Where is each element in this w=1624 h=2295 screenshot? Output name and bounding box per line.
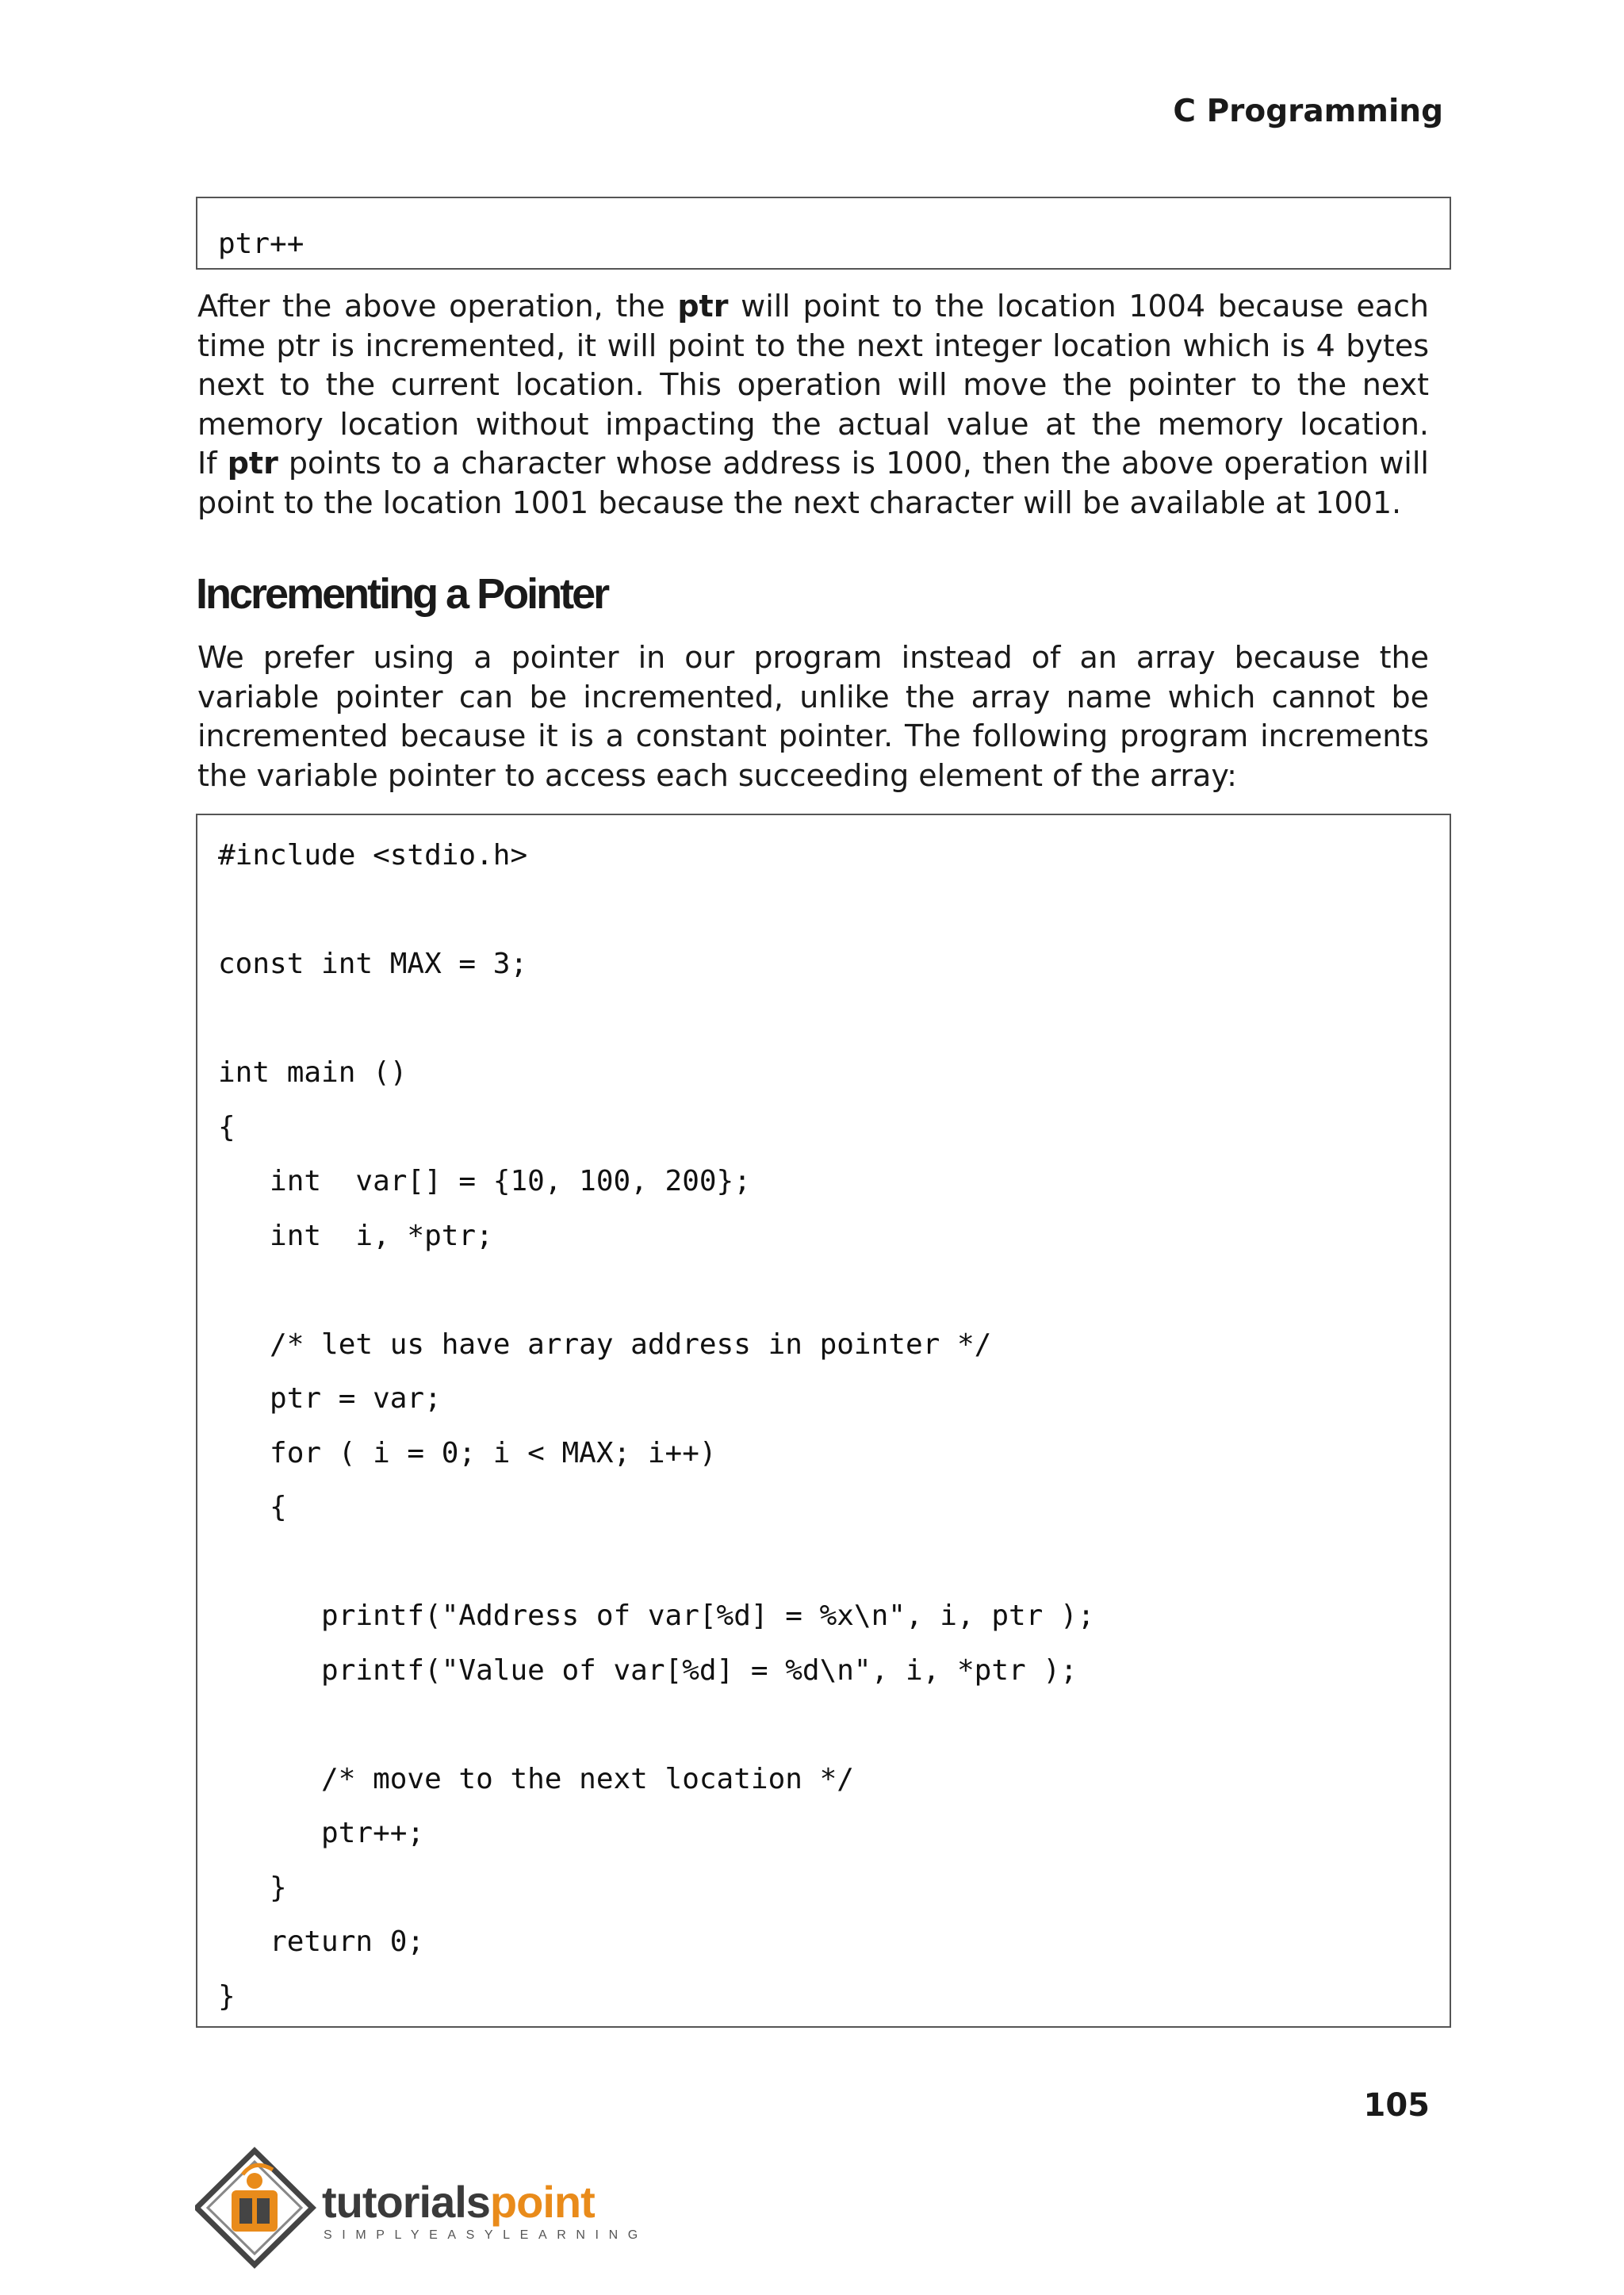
code-line: /* let us have array address in pointer */ [218, 1328, 992, 1361]
code-line: } [218, 1871, 287, 1904]
code-line [218, 1263, 1450, 1318]
code-line [218, 1535, 1450, 1590]
text-line: variable pointer can be incremented, unlike the array name which cannot be [197, 679, 1429, 715]
text-line: time ptr is incremented, it will point to the next integer location which is 4 bytes [197, 328, 1429, 363]
text-line: memory location without impacting the actual value at the memory location. [197, 406, 1429, 442]
code-line: /* move to the next location */ [218, 1762, 854, 1795]
code-line: { [218, 1110, 236, 1144]
code-line: ptr++ [218, 228, 304, 260]
code-line: ptr = var; [218, 1382, 442, 1415]
code-block-program [196, 814, 1451, 2028]
text-run: points to a character whose address is 1000, then the above operation will [278, 446, 1429, 481]
code-line: } [218, 1979, 236, 2013]
tutorialspoint-logo [195, 2143, 648, 2278]
code-line: for ( i = 0; i < MAX; i++) [218, 1436, 717, 1469]
logo-word-point: point [489, 2177, 595, 2227]
code-line [218, 992, 1450, 1047]
logo-wordmark [322, 2176, 595, 2228]
logo-word-tutorials: tutorials [322, 2177, 490, 2227]
code-line: printf("Value of var[%d] = %d\n", i, *ptr ); [218, 1653, 1078, 1687]
code-block-ptr-increment [196, 197, 1451, 270]
section-heading: Incrementing a Pointer [196, 570, 608, 618]
text-line: next to the current location. This operation will move the pointer to the next [197, 367, 1429, 403]
page-number: 105 [1363, 2087, 1430, 2124]
code-line: { [218, 1491, 287, 1523]
logo-diamond-icon [195, 2143, 322, 2278]
bold-term: ptr [227, 446, 278, 481]
code-line [218, 1698, 1450, 1753]
text-line: point to the location 1001 because the next character will be available at 1001. [197, 485, 1402, 520]
code-line: int i, *ptr; [218, 1219, 493, 1252]
text-line [197, 287, 1429, 327]
paragraph-pointer-increment-explanation [197, 287, 1429, 523]
code-line [218, 883, 1450, 938]
bold-term: ptr [677, 289, 729, 324]
code-line: ptr++; [218, 1817, 425, 1849]
code-line: const int MAX = 3; [218, 948, 528, 980]
text-run: After the above operation, the [197, 289, 678, 324]
paragraph-array-vs-pointer [197, 638, 1429, 795]
code-line: printf("Address of var[%d] = %x\n", i, ptr ); [218, 1600, 1095, 1632]
text-run: will point to the location 1004 because each [728, 289, 1429, 324]
text-line [197, 444, 1429, 484]
text-line: the variable pointer to access each succeeding element of the array: [197, 757, 1237, 793]
text-line: We prefer using a pointer in our program instead of an array because the [197, 640, 1429, 675]
code-line: int var[] = {10, 100, 200}; [218, 1165, 751, 1197]
text-line: incremented because it is a constant pointer. The following program increments [197, 718, 1429, 754]
code-line: int main () [218, 1056, 408, 1089]
code-line: #include <stdio.h> [218, 839, 528, 872]
text-run: If [197, 446, 228, 481]
logo-tagline: SIMPLYEASYLEARNING [324, 2228, 648, 2242]
code-line: return 0; [218, 1925, 425, 1958]
page-header-title: C Programming [1173, 94, 1443, 129]
